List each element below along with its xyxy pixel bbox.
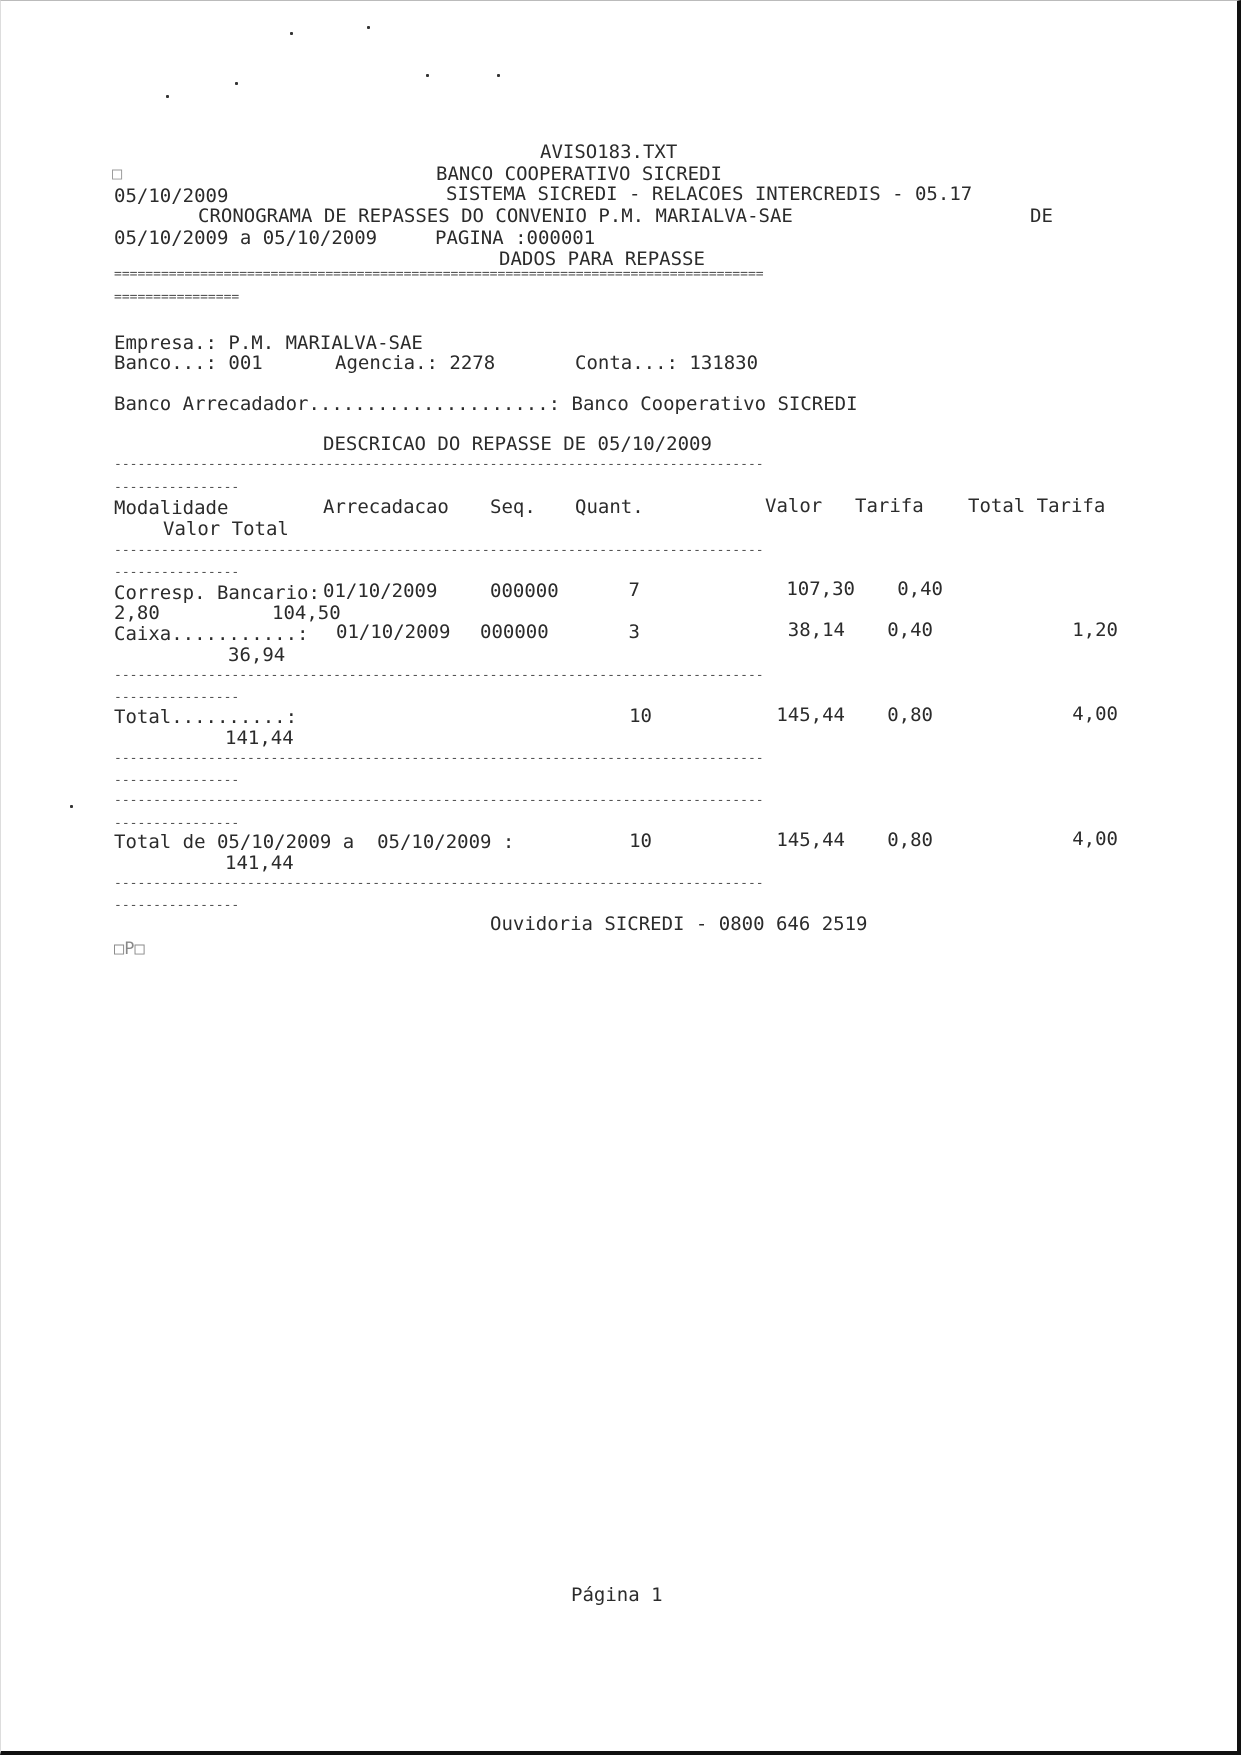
row2-date: 01/10/2009 (336, 621, 451, 643)
grand-total-total-tarifa: 4,00 (1072, 828, 1118, 850)
report-period: 05/10/2009 a 05/10/2009 (114, 227, 378, 249)
cp-mark: □P□ (114, 939, 145, 959)
header-valor-total: Valor Total (163, 518, 289, 540)
row2-quant: 3 (628, 621, 640, 643)
dash-rule: ---------------- (114, 566, 240, 580)
scan-speck (290, 32, 293, 35)
grand-total-tarifa: 0,80 (887, 829, 933, 851)
grand-total-valor-total: 141,44 (225, 852, 294, 874)
scan-speck (70, 805, 73, 808)
double-rule: ================ (114, 291, 240, 305)
section-title: DADOS PARA REPASSE (499, 248, 705, 270)
row2-valor-total: 36,94 (228, 644, 286, 666)
schedule-title: CRONOGRAMA DE REPASSES DO CONVENIO P.M. MARIALVA-SAE (198, 205, 793, 227)
file-name: AVISO183.TXT (540, 141, 678, 163)
grand-total-label: Total de 05/10/2009 a 05/10/2009 : (114, 831, 515, 853)
dash-rule: ----------------------------------------------------------------------------------- (114, 458, 764, 472)
grand-total-valor: 145,44 (776, 829, 845, 851)
dash-rule: ----------------------------------------------------------------------------------- (114, 752, 764, 766)
page-label: PAGINA :000001 (435, 227, 596, 249)
bank-name: BANCO COOPERATIVO SICREDI (436, 163, 722, 185)
row2-label: Caixa...........: (114, 623, 309, 645)
header-seq: Seq. (490, 496, 536, 518)
scan-speck (426, 74, 429, 77)
system-name: SISTEMA SICREDI - RELACOES INTERCREDIS - 05.17 (446, 183, 973, 205)
scan-speck (235, 82, 238, 85)
row1-tarifa: 0,40 (897, 578, 943, 600)
dash-rule: ---------------- (114, 899, 240, 913)
row2-valor: 38,14 (787, 619, 845, 641)
row2-seq: 000000 (480, 621, 549, 643)
header-valor: Valor (765, 495, 823, 517)
row2-total-tarifa: 1,20 (1072, 619, 1118, 641)
header-quant: Quant. (575, 496, 644, 518)
dash-rule: ----------------------------------------------------------------------------------- (114, 544, 764, 558)
header-tarifa: Tarifa (855, 495, 924, 517)
dash-rule: ---------------- (114, 774, 240, 788)
box-glyph: □ (112, 164, 123, 184)
total-tarifa: 0,80 (887, 704, 933, 726)
dash-rule: ---------------- (114, 481, 240, 495)
dash-rule: ----------------------------------------------------------------------------------- (114, 794, 764, 808)
company-banco: Banco...: 001 (114, 352, 263, 374)
row1-valor-total: 104,50 (272, 602, 341, 624)
descricao-title: DESCRICAO DO REPASSE DE 05/10/2009 (323, 433, 712, 455)
total-valor: 145,44 (776, 704, 845, 726)
row1-total-tarifa: 2,80 (114, 602, 160, 624)
header-total-tarifa: Total Tarifa (968, 495, 1106, 517)
row1-seq: 000000 (490, 580, 559, 602)
company-conta: Conta...: 131830 (575, 352, 759, 374)
scan-speck (497, 74, 500, 77)
row1-quant: 7 (628, 579, 640, 601)
page-number: Página 1 (571, 1584, 663, 1606)
schedule-de: DE (1030, 205, 1053, 227)
row1-date: 01/10/2009 (323, 580, 438, 602)
total-valor-total: 141,44 (225, 727, 294, 749)
total-label: Total..........: (114, 706, 298, 728)
ouvidoria: Ouvidoria SICREDI - 0800 646 2519 (490, 913, 868, 935)
row2-tarifa: 0,40 (887, 619, 933, 641)
company-arrecadador: Banco Arrecadador.....................: Banco Cooperativo SICREDI (114, 393, 858, 415)
scan-speck (166, 95, 169, 98)
total-total-tarifa: 4,00 (1072, 703, 1118, 725)
row1-label: Corresp. Bancario: (114, 582, 320, 604)
double-rule: =================================================================================== (114, 268, 764, 282)
company-agencia: Agencia.: 2278 (335, 352, 496, 374)
header-arrecadacao: Arrecadacao (323, 496, 449, 518)
dash-rule: ----------------------------------------------------------------------------------- (114, 669, 764, 683)
grand-total-quant: 10 (629, 830, 652, 852)
dash-rule: ----------------------------------------------------------------------------------- (114, 877, 764, 891)
company-empresa: Empresa.: P.M. MARIALVA-SAE (114, 332, 423, 354)
dash-rule: ---------------- (114, 691, 240, 705)
row1-valor: 107,30 (786, 578, 855, 600)
scan-speck (367, 26, 370, 29)
total-quant: 10 (629, 705, 652, 727)
dash-rule: ---------------- (114, 817, 240, 831)
report-date: 05/10/2009 (114, 185, 229, 207)
header-modalidade: Modalidade (114, 497, 229, 519)
